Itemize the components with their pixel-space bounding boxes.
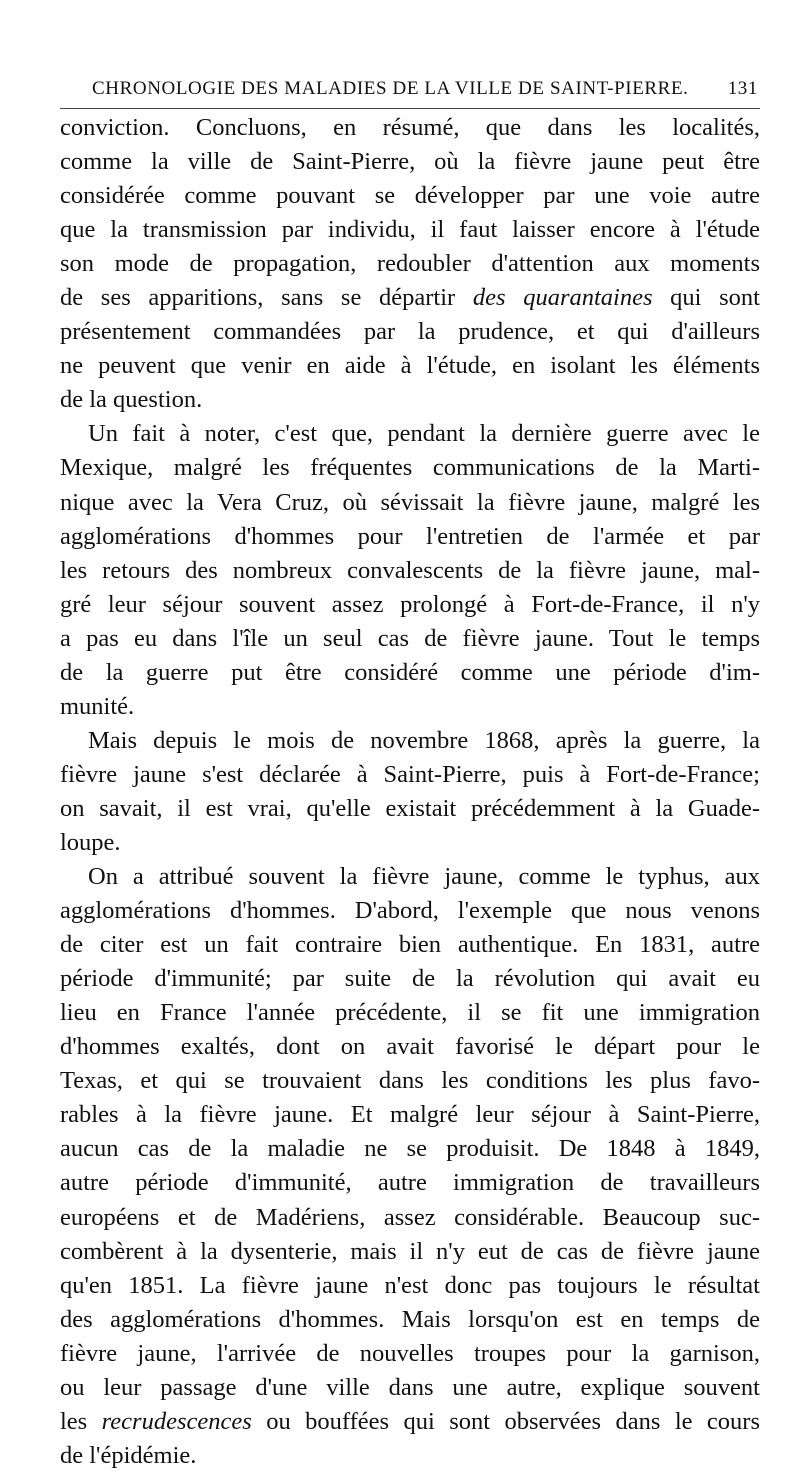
text-line: de la guerre put être considéré comme une période d'im- <box>60 658 760 686</box>
text-line: agglomérations d'hommes. D'abord, l'exemple que nous venons <box>60 897 760 925</box>
text-line <box>60 1405 760 1439</box>
text-line: européens et de Madériens, assez considérable. Beaucoup suc- <box>60 1203 760 1231</box>
text-line: munité. <box>60 692 135 720</box>
text-line: rables à la fièvre jaune. Et malgré leur séjour à Saint-Pierre, <box>60 1101 760 1129</box>
text-line: considérée comme pouvant se développer par une voie autre <box>60 182 760 210</box>
text-line: de l'épidémie. <box>60 1441 197 1469</box>
text-line: de citer est un fait contraire bien authentique. En 1831, autre <box>60 931 760 959</box>
text-line: loupe. <box>60 828 121 856</box>
page-header <box>60 72 760 109</box>
text-line: lieu en France l'année précédente, il se fit une immigration <box>60 999 760 1027</box>
text-line: des agglomérations d'hommes. Mais lorsqu'on est en temps de <box>60 1305 760 1333</box>
text-line: fièvre jaune s'est déclarée à Saint-Pierre, puis à Fort-de-France; <box>60 760 760 788</box>
text-line: d'hommes exaltés, dont on avait favorisé le départ pour le <box>60 1033 760 1061</box>
text-line: a pas eu dans l'île un seul cas de fièvre jaune. Tout le temps <box>60 624 760 652</box>
text-line: son mode de propagation, redoubler d'attention aux moments <box>60 250 760 278</box>
text-line: nique avec la Vera Cruz, où sévissait la fièvre jaune, malgré les <box>60 488 760 516</box>
text-line: Texas, et qui se trouvaient dans les conditions les plus favo- <box>60 1067 760 1095</box>
italic-phrase: des quarantaines <box>472 284 653 312</box>
text-run: les <box>60 1407 102 1435</box>
body-text <box>60 111 760 1473</box>
text-line: ou leur passage d'une ville dans une autre, explique souvent <box>60 1373 760 1401</box>
text-line: période d'immunité; par suite de la révolution qui avait eu <box>60 965 760 993</box>
text-line: présentement commandées par la prudence, et qui d'ailleurs <box>60 318 760 346</box>
text-line: combèrent à la dysenterie, mais il n'y eut de cas de fièvre jaune <box>60 1237 760 1265</box>
text-line: conviction. Concluons, en résumé, que dans les localités, <box>60 114 760 141</box>
text-line: ne peuvent que venir en aide à l'étude, en isolant les éléments <box>60 352 760 380</box>
text-line: fièvre jaune, l'arrivée de nouvelles troupes pour la garnison, <box>60 1339 760 1367</box>
text-line: que la transmission par individu, il faut laisser encore à l'étude <box>60 216 760 244</box>
running-title: CHRONOLOGIE DES MALADIES DE LA VILLE DE SAINT-PIERRE. <box>92 78 689 99</box>
text-line: les retours des nombreux convalescents de la fièvre jaune, mal- <box>60 556 760 584</box>
text-line: autre période d'immunité, autre immigration de travailleurs <box>60 1169 760 1197</box>
text-line: qu'en 1851. La fièvre jaune n'est donc pas toujours le résultat <box>60 1271 760 1299</box>
text-line: agglomérations d'hommes pour l'entretien de l'armée et par <box>60 522 760 550</box>
text-run: de ses apparitions, sans se départir <box>60 284 473 312</box>
italic-phrase: recrudescences <box>101 1407 252 1435</box>
text-line: On a attribué souvent la fièvre jaune, comme le typhus, aux <box>88 863 760 891</box>
text-line: Mais depuis le mois de novembre 1868, après la guerre, la <box>88 726 760 754</box>
text-line: de la question. <box>60 386 203 414</box>
text-line <box>60 281 760 315</box>
text-line: gré leur séjour souvent assez prolongé à Fort-de-France, il n'y <box>60 590 760 618</box>
text-line: on savait, il est vrai, qu'elle existait précédemment à la Guade- <box>60 794 760 822</box>
text-line: aucun cas de la maladie ne se produisit. De 1848 à 1849, <box>60 1135 760 1163</box>
text-run: ou bouffées qui sont observées dans le cours <box>251 1407 760 1435</box>
text-line: Un fait à noter, c'est que, pendant la dernière guerre avec le <box>88 420 760 448</box>
page-number: 131 <box>727 78 758 99</box>
text-run: qui sont <box>652 284 760 312</box>
book-page <box>60 72 760 1473</box>
text-line: Mexique, malgré les fréquentes communications de la Marti- <box>60 454 760 482</box>
text-line: comme la ville de Saint-Pierre, où la fièvre jaune peut être <box>60 148 760 176</box>
